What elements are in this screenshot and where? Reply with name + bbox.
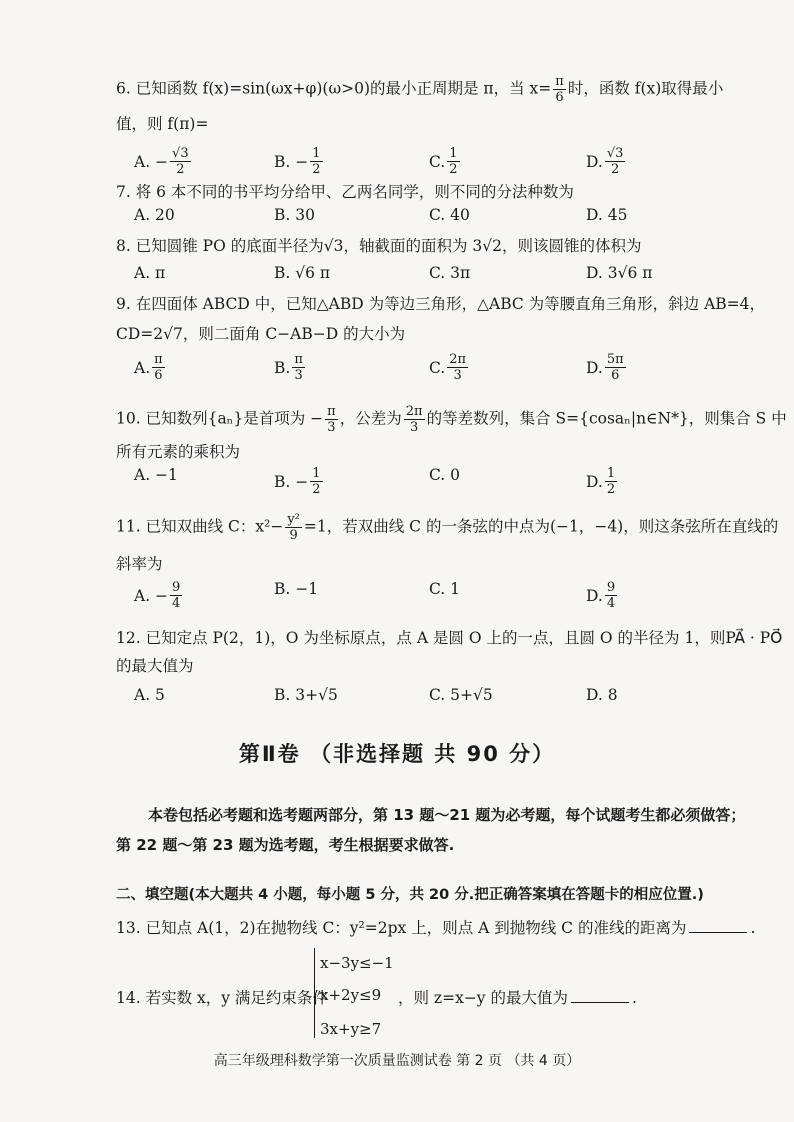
q12-options — [134, 686, 694, 722]
q7-option-d: D. 45 — [586, 206, 628, 224]
q8-option-d: D. 3√6 π — [586, 264, 653, 282]
question-12: 12. 已知定点 P(2，1)，O 为坐标原点，点 A 是圆 O 上的一点，且圆 O 的半径为 1，则PA⃗ · PO⃗ — [116, 629, 783, 647]
q9-option-a: A. $\frac{\pi}{6}$ — [134, 352, 163, 383]
q9-option-c: C. $\frac{2\pi}{3}$ — [429, 352, 467, 383]
question-14: 14. 若实数 x，y 满足约束条件 — [116, 989, 328, 1007]
q8-radius: √3 — [323, 237, 344, 255]
q7-option-b: B. 30 — [274, 206, 315, 224]
q12-option-a: A. 5 — [134, 686, 165, 704]
q14-tail: ，则 z=x−y 的最大值为 . — [398, 989, 637, 1007]
q8-area: √2 — [482, 237, 503, 255]
q11-line2: 斜率为 — [116, 555, 163, 573]
section-2-instructions: 本卷包括必考题和选考题两部分，第 13 题～21 题为必考题，每个试题考生都必须做答；第 22 题～第 23 题为选考题，考生根据要求做答. — [116, 806, 746, 854]
page-footer: 高三年级理科数学第一次质量监测试卷 第 2 页 （共 4 页） — [213, 1053, 581, 1069]
q11-options — [134, 580, 694, 616]
question-8: 8. 已知圆锥 PO 的底面半径为√3，轴截面的面积为 3√2，则该圆锥的体积为 — [116, 237, 642, 255]
q6-option-d: D. $\frac{√3}{2}$ — [586, 146, 624, 177]
q9-options — [134, 352, 694, 388]
q10-option-b: B. − $\frac{1}{2}$ — [274, 466, 321, 497]
q13-answer-blank — [689, 932, 747, 933]
q12-option-d: D. 8 — [586, 686, 618, 704]
q14-constraint-2: x+2y≤9 — [320, 986, 382, 1004]
q10-option-a: A. −1 — [134, 466, 178, 484]
q10-option-d: D. $\frac{1}{2}$ — [586, 466, 616, 497]
q9-line2: CD=2√7，则二面角 C−AB−D 的大小为 — [116, 325, 406, 343]
q10-option-c: C. 0 — [429, 466, 461, 484]
q14-constraint-1: x−3y≤−1 — [320, 954, 394, 972]
question-9: 9. 在四面体 ABCD 中，已知△ABD 为等边三角形，△ABC 为等腰直角三角形，斜边 AB=4， — [116, 295, 766, 313]
q11-option-a: A. − $\frac{9}{4}$ — [134, 580, 181, 611]
question-7: 7. 将 6 本不同的书平均分给甲、乙两名同学，则不同的分法种数为 — [116, 183, 574, 201]
q8-option-b: B. √6 π — [274, 264, 331, 282]
q11-option-c: C. 1 — [429, 580, 461, 598]
question-10: 10. 已知数列{aₙ}是首项为 − $\frac{\pi}{3}$ ，公差为 $\frac{2\pi}{3}$ 的等差数列，集合 S={cosaₙ|n∈N*}，则集合 S 中 — [116, 404, 787, 435]
q7-option-c: C. 40 — [429, 206, 470, 224]
q11-option-d: D. $\frac{9}{4}$ — [586, 580, 616, 611]
q6-option-a: A. − $\frac{√3}{2}$ — [134, 146, 189, 177]
q6-text: 6. 已知函数 f(x)=sin(ωx+φ)(ω>0)的最小正周期是 π，当 x= — [116, 79, 552, 98]
q6-frac: $\frac{\pi}{6}$ — [555, 74, 564, 105]
q10-options — [134, 466, 694, 502]
q9-option-d: D. $\frac{5\pi}{6}$ — [586, 352, 624, 383]
q11-option-b: B. −1 — [274, 580, 319, 598]
question-11: 11. 已知双曲线 C：x²− $\frac{\text{y²}}{9}$ =1，若双曲线 C 的一条弦的中点为(−1，−4)，则这条弦所在直线的 — [116, 512, 779, 543]
q6-option-b: B. − $\frac{1}{2}$ — [274, 146, 321, 177]
section-2-title: 第Ⅱ卷 （非选择题 共 90 分） — [238, 742, 556, 766]
question-6: 6. 已知函数 f(x)=sin(ωx+φ)(ω>0)的最小正周期是 π，当 x= $\frac{\pi}{6}$ 时，函数 f(x)取得最小 — [116, 74, 724, 105]
q6-line2: 值，则 f(π)= — [116, 115, 209, 133]
q7-option-a: A. 20 — [134, 206, 175, 224]
q9-option-b: B. $\frac{\pi}{3}$ — [274, 352, 303, 383]
q8-option-c: C. 3π — [429, 264, 471, 282]
q8-option-a: A. π — [134, 264, 166, 282]
q12-line2: 的最大值为 — [116, 657, 194, 675]
q12-option-b: B. 3+√5 — [274, 686, 338, 704]
q12-option-c: C. 5+√5 — [429, 686, 493, 704]
q14-answer-blank — [571, 1002, 629, 1003]
q14-constraint-3: 3x+y≥7 — [320, 1020, 382, 1038]
part-2-heading: 二、填空题(本大题共 4 小题，每小题 5 分，共 20 分.把正确答案填在答题卡的相应位置.) — [116, 887, 704, 903]
question-13: 13. 已知点 A(1，2)在抛物线 C：y²=2px 上，则点 A 到抛物线 C 的准线的距离为 . — [116, 919, 756, 937]
q6-option-c: C. $\frac{1}{2}$ — [429, 146, 458, 177]
q10-line2: 所有元素的乘积为 — [116, 443, 241, 461]
q6-options — [134, 146, 694, 182]
